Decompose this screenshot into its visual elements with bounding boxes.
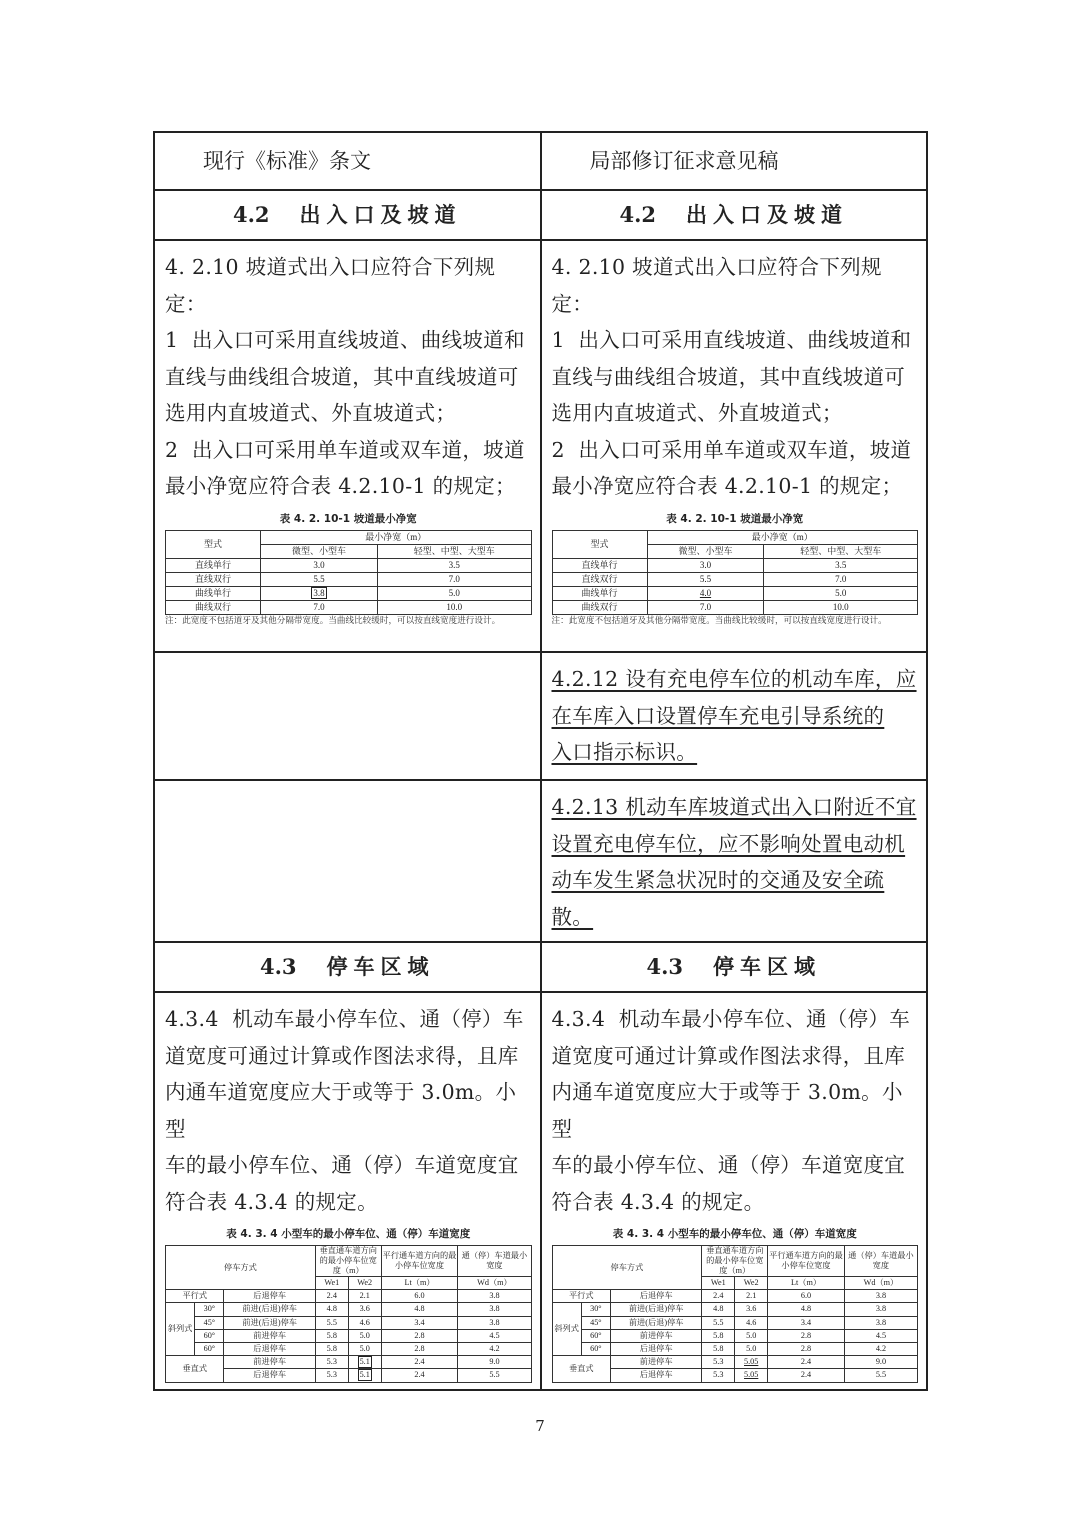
clause-line: 4.2.13 机动车库坡道式出入口附近不宜 [551,795,917,819]
clause-line: 动车发生紧急状况时的交通及安全疏 [551,868,885,892]
ramp-width-table [552,530,919,615]
clause-4-2-12-right [541,652,928,780]
clause-line: 符合表 4.3.4 的规定。 [165,1189,378,1214]
clause-line: 4.2.12 设有充电停车位的机动车库，应 [551,667,917,691]
clause-4-2-10-row [154,240,927,652]
table-note: 注：此宽度不包括道牙及其他分隔带宽度。当曲线比较缓时，可以按直线宽度进行设计。 [165,615,501,626]
table-row: 曲线双行 7.0 10.0 [552,600,918,614]
section-4-3-row [154,942,927,992]
th-type: 型式 [552,530,647,558]
table-note: 注：此宽度不包括道牙及其他分隔带宽度。当曲线比较缓时，可以按直线宽度进行设计。 [551,615,887,626]
clause-line: 最小净宽应符合表 4.2.10-1 的规定； [165,474,516,498]
table-row: 曲线单行 4.0 5.0 [552,586,918,600]
boxed-value: 5.1 [359,1357,370,1367]
clause-4-2-13-right [541,780,928,942]
header-right: 局部修订征求意见稿 [541,132,928,190]
table-row: 直线单行 3.0 3.5 [552,558,918,572]
clause-line: 散。 [551,904,594,929]
table-caption: 表 4. 2. 10-1 坡道最小净宽 [279,512,417,525]
header-row [154,132,927,190]
revised-value: 5.05 [744,1357,759,1367]
table-caption: 表 4. 2. 10-1 坡道最小净宽 [666,512,804,525]
table-row: 平行式 后退停车 2.4 2.1 6.0 3.8 [552,1290,918,1303]
clause-line: 1 出入口可采用直线坡道、曲线坡道和 [551,328,912,352]
th-large: 轻型、中型、大型车 [377,544,531,558]
clause-line: 4. 2.10 坡道式出入口应符合下列规定： [165,255,496,316]
section-4-3-right [541,942,928,992]
th-small: 微型、小型车 [647,544,764,558]
clause-line: 直线与曲线组合坡道，其中直线坡道可 [551,364,906,389]
clause-4-2-12-row [154,652,927,780]
clause-line: 选用内直坡道式、外直坡道式； [165,401,457,425]
th-min-width: 最小净宽（m） [261,530,531,544]
table-caption: 表 4. 3. 4 小型车的最小停车位、通（停）车道宽度 [612,1228,857,1240]
clause-4-3-4-left [154,992,541,1390]
clause-4-3-4-right [541,992,928,1390]
clause-line: 4.3.4 机动车最小停车位、通（停）车 [165,1007,524,1031]
table-row: 60° 后退停车 5.8 5.0 2.8 4.2 [166,1342,532,1355]
table-row: 45° 前进(后退)停车 5.5 4.6 3.4 3.8 [166,1316,532,1329]
clause-4-2-13-row [154,780,927,942]
section-4-2-left [154,190,541,240]
clause-line: 内通车道宽度应大于或等于 3.0m。小型 [165,1080,517,1141]
ramp-width-table [165,530,532,615]
th-large: 轻型、中型、大型车 [764,544,918,558]
section-4-3-left [154,942,541,992]
section-title: 出入口及坡道 [299,202,462,227]
clause-line: 选用内直坡道式、外直坡道式； [551,401,843,425]
clause-line: 4. 2.10 坡道式出入口应符合下列规定： [551,255,882,316]
empty-left-cell [154,780,541,942]
table-row: 斜列式 30° 前进(后退)停车 4.8 3.6 4.8 3.8 [552,1303,918,1316]
boxed-value: 5.1 [359,1370,370,1380]
clause-line: 在车库入口设置停车充电引导系统的 [551,703,885,728]
clause-line: 1 出入口可采用直线坡道、曲线坡道和 [165,328,525,352]
clause-line: 设置充电停车位，应不影响处置电动机 [551,831,906,856]
section-title: 出入口及坡道 [686,202,849,227]
clause-line: 入口指示标识。 [551,740,698,764]
empty-left-cell [154,652,541,780]
table-row: 垂直式 前进停车 5.3 5.05 2.4 9.0 [552,1356,918,1369]
revised-value: 5.05 [744,1370,759,1380]
section-title: 停车区域 [713,954,822,979]
table-row: 垂直式 前进停车 5.3 5.1 2.4 9.0 [166,1356,532,1369]
revised-value: 4.0 [699,587,712,598]
clause-line: 内通车道宽度应大于或等于 3.0m。小型 [551,1080,903,1141]
table-row: 斜列式 30° 前进(后退)停车 4.8 3.6 4.8 3.8 [166,1303,532,1316]
section-title: 停车区域 [326,954,435,979]
clause-4-2-10-right [541,240,928,652]
clause-line: 直线与曲线组合坡道，其中直线坡道可 [165,364,519,389]
parking-width-table: 停车方式 垂直通车道方向的最小停车位宽度（m） 平行通车道方向的最小停车位宽度 通（停）车道最小宽度 We1 We2 Lt（m） Wd（m） 平行式 后退停车 2.4 2.1 6.0 3.8 斜列式 30° 前进(后退)停车 4.8 3.6 4.8 3.8 45° 前进(后退)停车 5.5 4.6 3.4 3.8 60° 前进停车 5.8 5.0 2.8 4.5 60° 后退停车 5.8 5.0 2.8 4.2 垂直式 前进停车 5.3 5.05 2.4 9.0 后退停车 5.3 5.05 2.4 5.5 [552,1245,919,1383]
clause-4-2-10-left [154,240,541,652]
boxed-value: 3.8 [313,588,325,598]
clause-line: 最小净宽应符合表 4.2.10-1 的规定； [551,474,903,498]
th-small: 微型、小型车 [261,544,378,558]
header-left: 现行《标准》条文 [154,132,541,190]
table-row: 直线单行 3.0 3.5 [166,558,532,572]
section-4-2-row [154,190,927,240]
table-row: 45° 前进(后退)停车 5.5 4.6 3.4 3.8 [552,1316,918,1329]
table-row: 60° 后退停车 5.8 5.0 2.8 4.2 [552,1342,918,1355]
table-row: 60° 前进停车 5.8 5.0 2.8 4.5 [552,1329,918,1342]
clause-line: 符合表 4.3.4 的规定。 [551,1189,765,1214]
table-row: 直线双行 5.5 7.0 [166,572,532,586]
clause-line: 车的最小停车位、通（停）车道宽度宜 [165,1153,519,1177]
parking-width-table: 停车方式 垂直通车道方向的最小停车位宽度（m） 平行通车道方向的最小停车位宽度 通（停）车道最小宽度 We1 We2 Lt（m） Wd（m） 平行式 后退停车 2.4 2.1 6.0 3.8 斜列式 30° 前进(后退)停车 4.8 3.6 4.8 3.8 45° 前进(后退)停车 5.5 4.6 3.4 3.8 60° 前进停车 5.8 5.0 2.8 4.5 60° 后退停车 5.8 5.0 2.8 4.2 垂直式 前进停车 5.3 5.1 2.4 9.0 后退停车 5.3 5.1 2.4 5.5 [165,1245,532,1383]
section-number: 4.3 [646,954,684,979]
comparison-table [153,131,928,1391]
table-caption: 表 4. 3. 4 小型车的最小停车位、通（停）车道宽度 [226,1228,471,1240]
table-row: 直线双行 5.5 7.0 [552,572,918,586]
page-number: 7 [535,1417,545,1435]
th-type: 型式 [166,530,261,558]
section-number: 4.2 [232,202,270,227]
clause-4-3-4-row [154,992,927,1390]
section-4-2-right [541,190,928,240]
th-min-width: 最小净宽（m） [647,530,917,544]
clause-line: 2 出入口可采用单车道或双车道，坡道 [165,437,525,462]
section-number: 4.3 [259,954,297,979]
table-row: 后退停车 5.3 5.1 2.4 5.5 [166,1369,532,1382]
table-row: 曲线单行 3.8 5.0 [166,586,532,600]
table-row: 平行式 后退停车 2.4 2.1 6.0 3.8 [166,1290,532,1303]
clause-line: 车的最小停车位、通（停）车道宽度宜 [551,1153,906,1177]
section-number: 4.2 [619,202,657,227]
clause-line: 道宽度可通过计算或作图法求得，且库 [551,1043,906,1068]
clause-line: 4.3.4 机动车最小停车位、通（停）车 [551,1007,910,1031]
table-row: 曲线双行 7.0 10.0 [166,600,532,614]
clause-line: 2 出入口可采用单车道或双车道，坡道 [551,437,912,462]
clause-line: 道宽度可通过计算或作图法求得，且库 [165,1043,519,1068]
table-row: 60° 前进停车 5.8 5.0 2.8 4.5 [166,1329,532,1342]
table-row: 后退停车 5.3 5.05 2.4 5.5 [552,1369,918,1382]
